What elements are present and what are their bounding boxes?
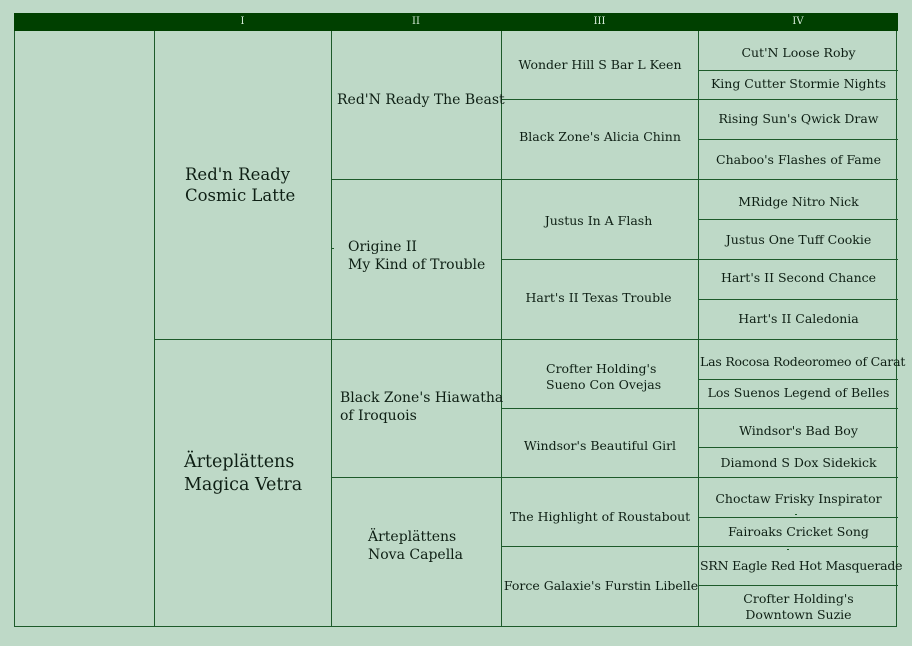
gen3-name: Hart's II Texas Trouble: [525, 290, 672, 305]
dam-sire-line1: Black Zone's Hiawatha: [340, 390, 504, 406]
tick-mark: [332, 248, 334, 249]
dam-dam-name: [368, 528, 463, 564]
gen4-name: Justus One Tuff Cookie: [725, 232, 872, 247]
divider: [501, 546, 898, 547]
dam-dam-line2: Nova Capella: [368, 547, 463, 563]
divider: [698, 379, 898, 380]
gen3-name: Force Galaxie's Furstin Libelle: [503, 578, 699, 593]
divider: [698, 139, 898, 140]
divider: [501, 31, 502, 627]
dam-dam-line1: Ärteplättens: [368, 529, 457, 545]
tick-mark: [795, 514, 797, 515]
sire-dam-name: [348, 238, 485, 274]
gen4-name: Choctaw Frisky Inspirator: [715, 491, 882, 506]
gen4-name: Windsor's Bad Boy: [739, 423, 858, 438]
gen4-name: Cut'N Loose Roby: [741, 45, 856, 60]
divider: [698, 585, 898, 586]
divider: [154, 31, 155, 627]
gen4-name: MRidge Nitro Nick: [738, 194, 859, 209]
divider: [501, 99, 898, 100]
dam-sire-line2: of Iroquois: [340, 408, 417, 424]
sire-dam-line1: Origine II: [348, 239, 417, 255]
gen4-name: Diamond S Dox Sidekick: [720, 455, 877, 470]
sire-sire-name: Red'N Ready The Beast: [337, 92, 505, 108]
gen4-name: Rising Sun's Qwick Draw: [718, 111, 879, 126]
gen4-name: [699, 591, 898, 623]
dam-sire-name: [340, 389, 503, 425]
divider: [698, 299, 898, 300]
divider: [698, 219, 898, 220]
sire-name-line1: Red'n Ready: [185, 165, 291, 184]
gen4-name-line2: Downtown Suzie: [745, 607, 852, 622]
gen4-name: Los Suenos Legend of Belles: [707, 385, 890, 400]
divider: [501, 408, 898, 409]
gen3-name: Justus In A Flash: [544, 213, 653, 228]
header-gen-4: IV: [792, 16, 804, 27]
gen3-name: Windsor's Beautiful Girl: [523, 438, 677, 453]
dam-name: [184, 451, 302, 497]
divider: [501, 259, 898, 260]
divider: [698, 70, 898, 71]
tick-mark: [787, 549, 789, 550]
gen3-name: Black Zone's Alicia Chinn: [519, 129, 681, 144]
gen3-name: [546, 361, 661, 393]
divider: [154, 339, 898, 340]
dam-name-line1: Ärteplättens: [184, 452, 295, 472]
gen4-name-line1: Crofter Holding's: [743, 591, 854, 606]
gen4-name: Las Rocosa Rodeoromeo of Carat: [700, 354, 906, 369]
divider: [331, 179, 898, 180]
divider: [331, 31, 332, 627]
gen3-name: The Highlight of Roustabout: [509, 509, 691, 524]
header-gen-1: I: [240, 16, 245, 27]
gen3-name-line1: Crofter Holding's: [546, 361, 657, 376]
divider: [331, 477, 898, 478]
gen4-name: Hart's II Second Chance: [720, 270, 877, 285]
column-header-bar: [14, 13, 898, 31]
gen4-name: Chaboo's Flashes of Fame: [716, 152, 881, 167]
divider: [698, 517, 898, 518]
sire-name-line2: Cosmic Latte: [185, 186, 296, 205]
gen3-name: Wonder Hill S Bar L Keen: [518, 57, 682, 72]
header-gen-2: II: [412, 16, 420, 27]
gen3-name-line2: Sueno Con Ovejas: [546, 377, 662, 392]
header-gen-3: III: [593, 16, 606, 27]
sire-name: [185, 164, 295, 206]
divider: [698, 447, 898, 448]
sire-dam-line2: My Kind of Trouble: [348, 257, 486, 273]
gen4-name: Fairoaks Cricket Song: [728, 524, 869, 539]
gen4-name: Hart's II Caledonia: [738, 311, 859, 326]
dam-name-line2: Magica Vetra: [184, 475, 303, 495]
gen4-name: King Cutter Stormie Nights: [710, 76, 887, 91]
gen4-name: SRN Eagle Red Hot Masquerade: [700, 558, 903, 573]
